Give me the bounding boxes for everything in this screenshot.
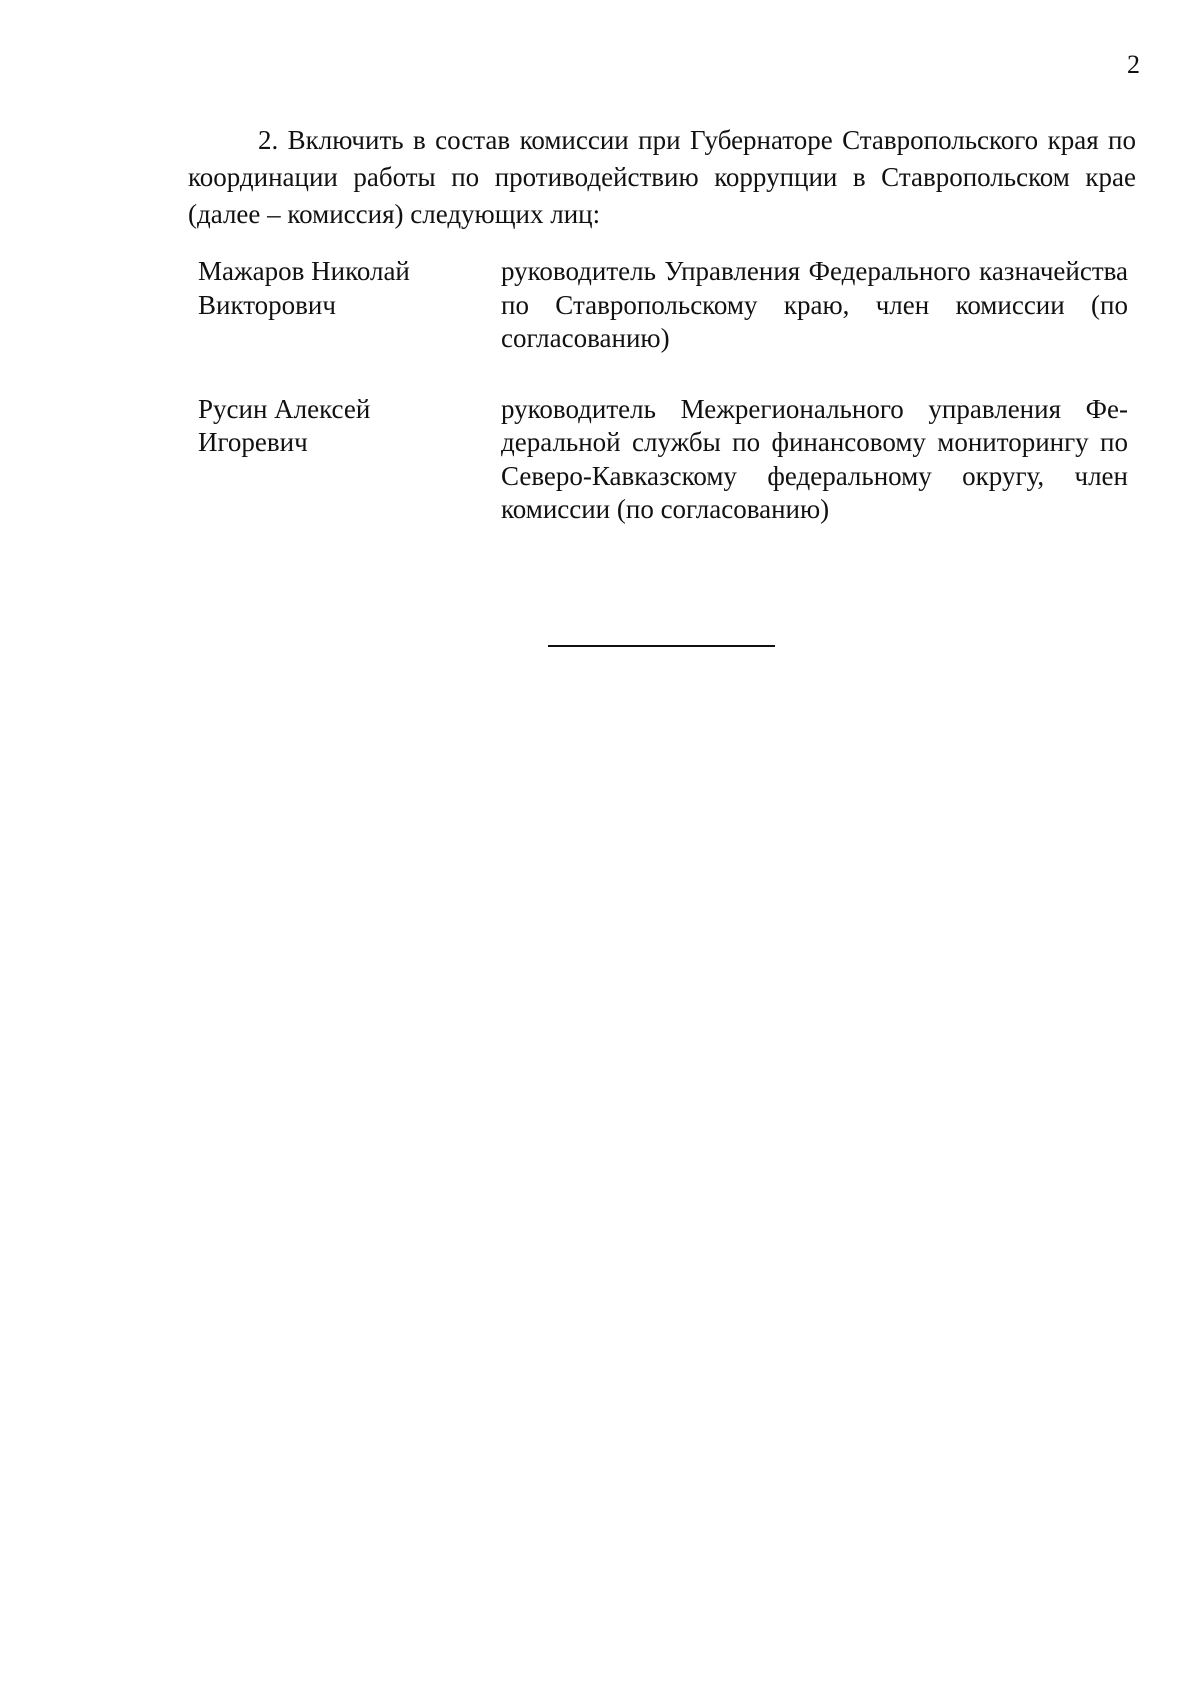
member-name [198, 255, 501, 356]
page-number: 2 [1127, 50, 1140, 79]
intro-paragraph: 2. Включить в состав комиссии при Губернаторе Ставропольского края по координации работы по противодействию коррупции в Ставропольском крае (далее – комиссия) следующих лиц: [188, 125, 1136, 229]
member-name-line1: Мажаров Николай [198, 256, 410, 286]
member-name-line2: Викторович [198, 289, 336, 320]
member-name [198, 393, 501, 527]
members-list [198, 255, 1128, 564]
member-name-line1: Русин Алексей [198, 393, 371, 424]
member-entry [198, 255, 1128, 356]
member-role: руководитель Управления Федерального казначейства по Ставропольскому краю, член комиссии (по согласованию) [501, 256, 1128, 353]
member-role: руководитель Межрегионального управления Федеральной службы по финансовому мониторингу по Северо-Кавказскому федеральному округу, член комиссии (по согласованию) [501, 393, 1128, 524]
member-name-line2: Игоревич [198, 427, 308, 457]
member-entry [198, 393, 1128, 527]
end-divider-line [548, 645, 775, 647]
